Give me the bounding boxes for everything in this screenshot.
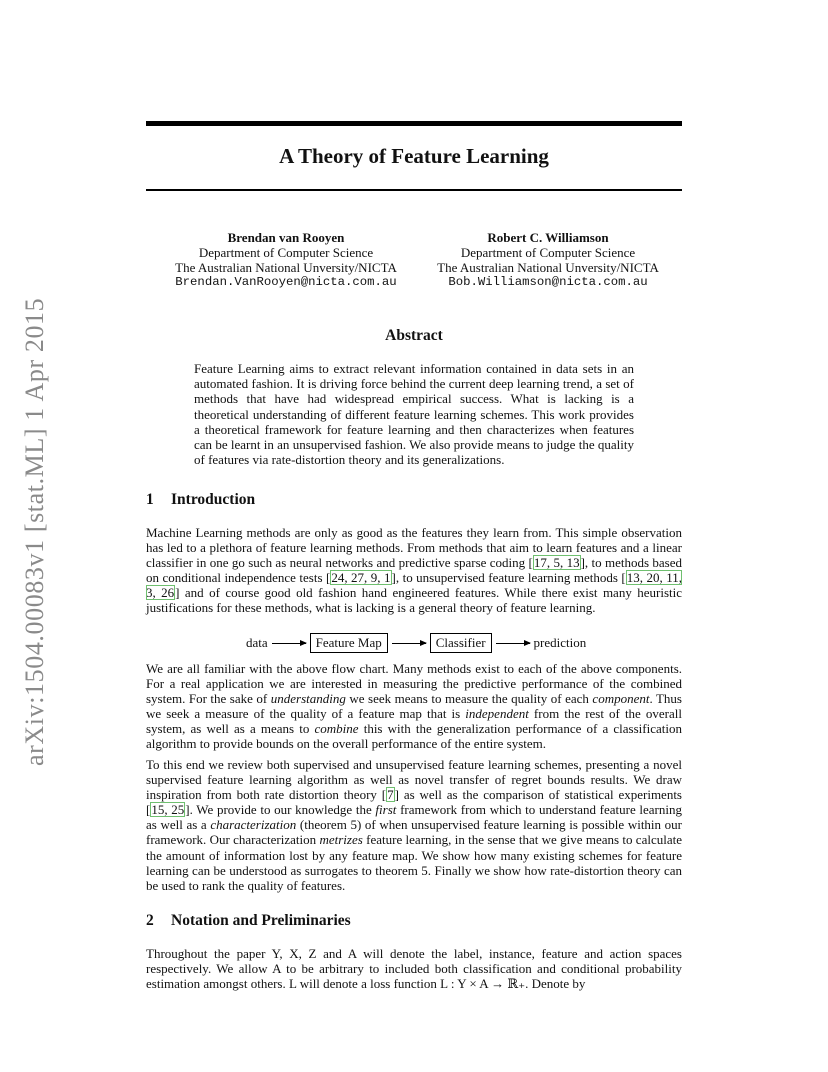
author-email[interactable]: Brendan.VanRooyen@nicta.com.au bbox=[175, 275, 397, 289]
text-run: ], to unsupervised feature learning methods [ bbox=[391, 570, 626, 586]
text-run: framework from which to understand feature learning as well as a bbox=[146, 802, 683, 833]
section-heading-introduction bbox=[146, 491, 255, 509]
text-run: this with the generalization performance of a classification algorithm to provide bounds on the overall performance of the entire system. bbox=[146, 721, 682, 752]
text-run: feature learning, in the sense that we give means to calculate the amount of information lost by any feature map. We show how many existing schemes for feature learning can be understood as surrogates to theorem 5. Finally we show how rate-distortion theory can be used to rank the quality of features. bbox=[146, 832, 682, 893]
right-arrow-icon bbox=[392, 643, 426, 644]
citation-link[interactable]: 7 bbox=[387, 787, 394, 803]
citation-link[interactable]: 15, 25 bbox=[151, 802, 185, 818]
intro-paragraph-3 bbox=[146, 757, 682, 893]
emphasis: metrizes bbox=[319, 832, 363, 848]
intro-paragraph-1 bbox=[146, 525, 682, 616]
section-heading-notation bbox=[146, 912, 351, 930]
flow-feature-map-box: Feature Map bbox=[310, 633, 388, 653]
author-name: Robert C. Williamson bbox=[487, 230, 609, 245]
text-run: (theorem 5) of when unsupervised feature learning is possible within our framework. Our characterization bbox=[146, 817, 682, 848]
flow-prediction-label: prediction bbox=[533, 635, 587, 650]
author-department: Department of Computer Science bbox=[460, 245, 636, 260]
text-run: . Thus we seek a measure of the quality of a feature map that is bbox=[146, 691, 682, 722]
abstract-text: Feature Learning aims to extract relevant information contained in data sets in an automated fashion. It is driving force behind the current deep learning trend, a set of methods that have had widespread empirical success. What is lacking is a theoretical understanding of different feature learning schemes. This work provides a theoretical framework for feature learning and then characterizes when features can be learnt in an unsupervised fashion. We also provide means to judge the quality of features via rate-distortion theory and its generalizations. bbox=[194, 361, 634, 468]
flow-classifier-box: Classifier bbox=[430, 633, 492, 653]
emphasis: independent bbox=[465, 706, 529, 722]
section-number: 2 bbox=[146, 912, 154, 929]
emphasis: first bbox=[375, 802, 397, 818]
author-institution: The Australian National Unversity/NICTA bbox=[175, 260, 397, 275]
title-rule-bottom bbox=[146, 189, 682, 191]
emphasis: combine bbox=[314, 721, 359, 737]
emphasis: component bbox=[592, 691, 650, 707]
text-run: ]. We provide to our knowledge the bbox=[185, 802, 376, 818]
author-department: Department of Computer Science bbox=[198, 245, 374, 260]
text-run: we seek means to measure the quality of each bbox=[345, 691, 593, 707]
paper-title: A Theory of Feature Learning bbox=[279, 144, 549, 168]
citation-link[interactable]: 24, 27, 9, 1 bbox=[331, 570, 391, 586]
flow-chart bbox=[246, 633, 586, 653]
abstract-heading: Abstract bbox=[385, 327, 443, 344]
text-run: from the rest of the overall system, as well as a means to bbox=[146, 706, 682, 737]
author-block-2 bbox=[413, 230, 683, 290]
emphasis: characterization bbox=[210, 817, 297, 833]
text-run: To this end we review both supervised and unsupervised feature learning schemes, presenting a novel supervised feature learning algorithm as well as novel transfer of regret bounds results. We draw inspiration from both rate distortion theory [ bbox=[146, 757, 682, 803]
author-email[interactable]: Bob.Williamson@nicta.com.au bbox=[448, 275, 648, 289]
text-run: ], to methods based on conditional independence tests [ bbox=[146, 555, 682, 586]
arxiv-identifier: arXiv:1504.00083v1 [stat.ML] 1 Apr 2015 bbox=[20, 297, 49, 767]
citation-link[interactable]: 17, 5, 13 bbox=[533, 555, 580, 571]
section-title: Introduction bbox=[171, 491, 256, 508]
author-block-1 bbox=[151, 230, 421, 290]
intro-paragraph-2 bbox=[146, 661, 682, 752]
right-arrow-icon bbox=[496, 643, 530, 644]
citation-link[interactable]: 13, 20, 11, 3, 26 bbox=[146, 570, 682, 601]
text-run: Machine Learning methods are only as good as the features they learn from. This simple observation has led to a plethora of feature learning methods. From methods that aim to learn features and a linear classifier in one go such as neural networks and predictive sparse coding [ bbox=[146, 525, 682, 571]
right-arrow-icon bbox=[272, 643, 306, 644]
notation-paragraph-1: Throughout the paper Y, X, Z and A will denote the label, instance, feature and action spaces respectively. We allow A to be arbitrary to included both classification and conditional probability estimation amongst others. L will denote a loss function L : Y × A → ℝ₊. Denote by bbox=[146, 946, 682, 992]
text-run: ] and of course good old fashion hand engineered features. While there exist many heuristic justifications for these methods, what is lacking is a general theory of feature learning. bbox=[146, 585, 683, 616]
section-title: Notation and Preliminaries bbox=[171, 912, 351, 929]
title-rule-top bbox=[146, 121, 682, 126]
flow-data-label: data bbox=[246, 635, 268, 650]
emphasis: understanding bbox=[270, 691, 346, 707]
author-institution: The Australian National Unversity/NICTA bbox=[437, 260, 659, 275]
text-run: We are all familiar with the above flow chart. Many methods exist to each of the above components. For a real application we are interested in measuring the predictive performance of the combined system. For the sake of bbox=[146, 661, 682, 707]
text-run: ] as well as the comparison of statistical experiments [ bbox=[146, 787, 682, 818]
section-number: 1 bbox=[146, 491, 154, 508]
author-name: Brendan van Rooyen bbox=[227, 230, 345, 245]
